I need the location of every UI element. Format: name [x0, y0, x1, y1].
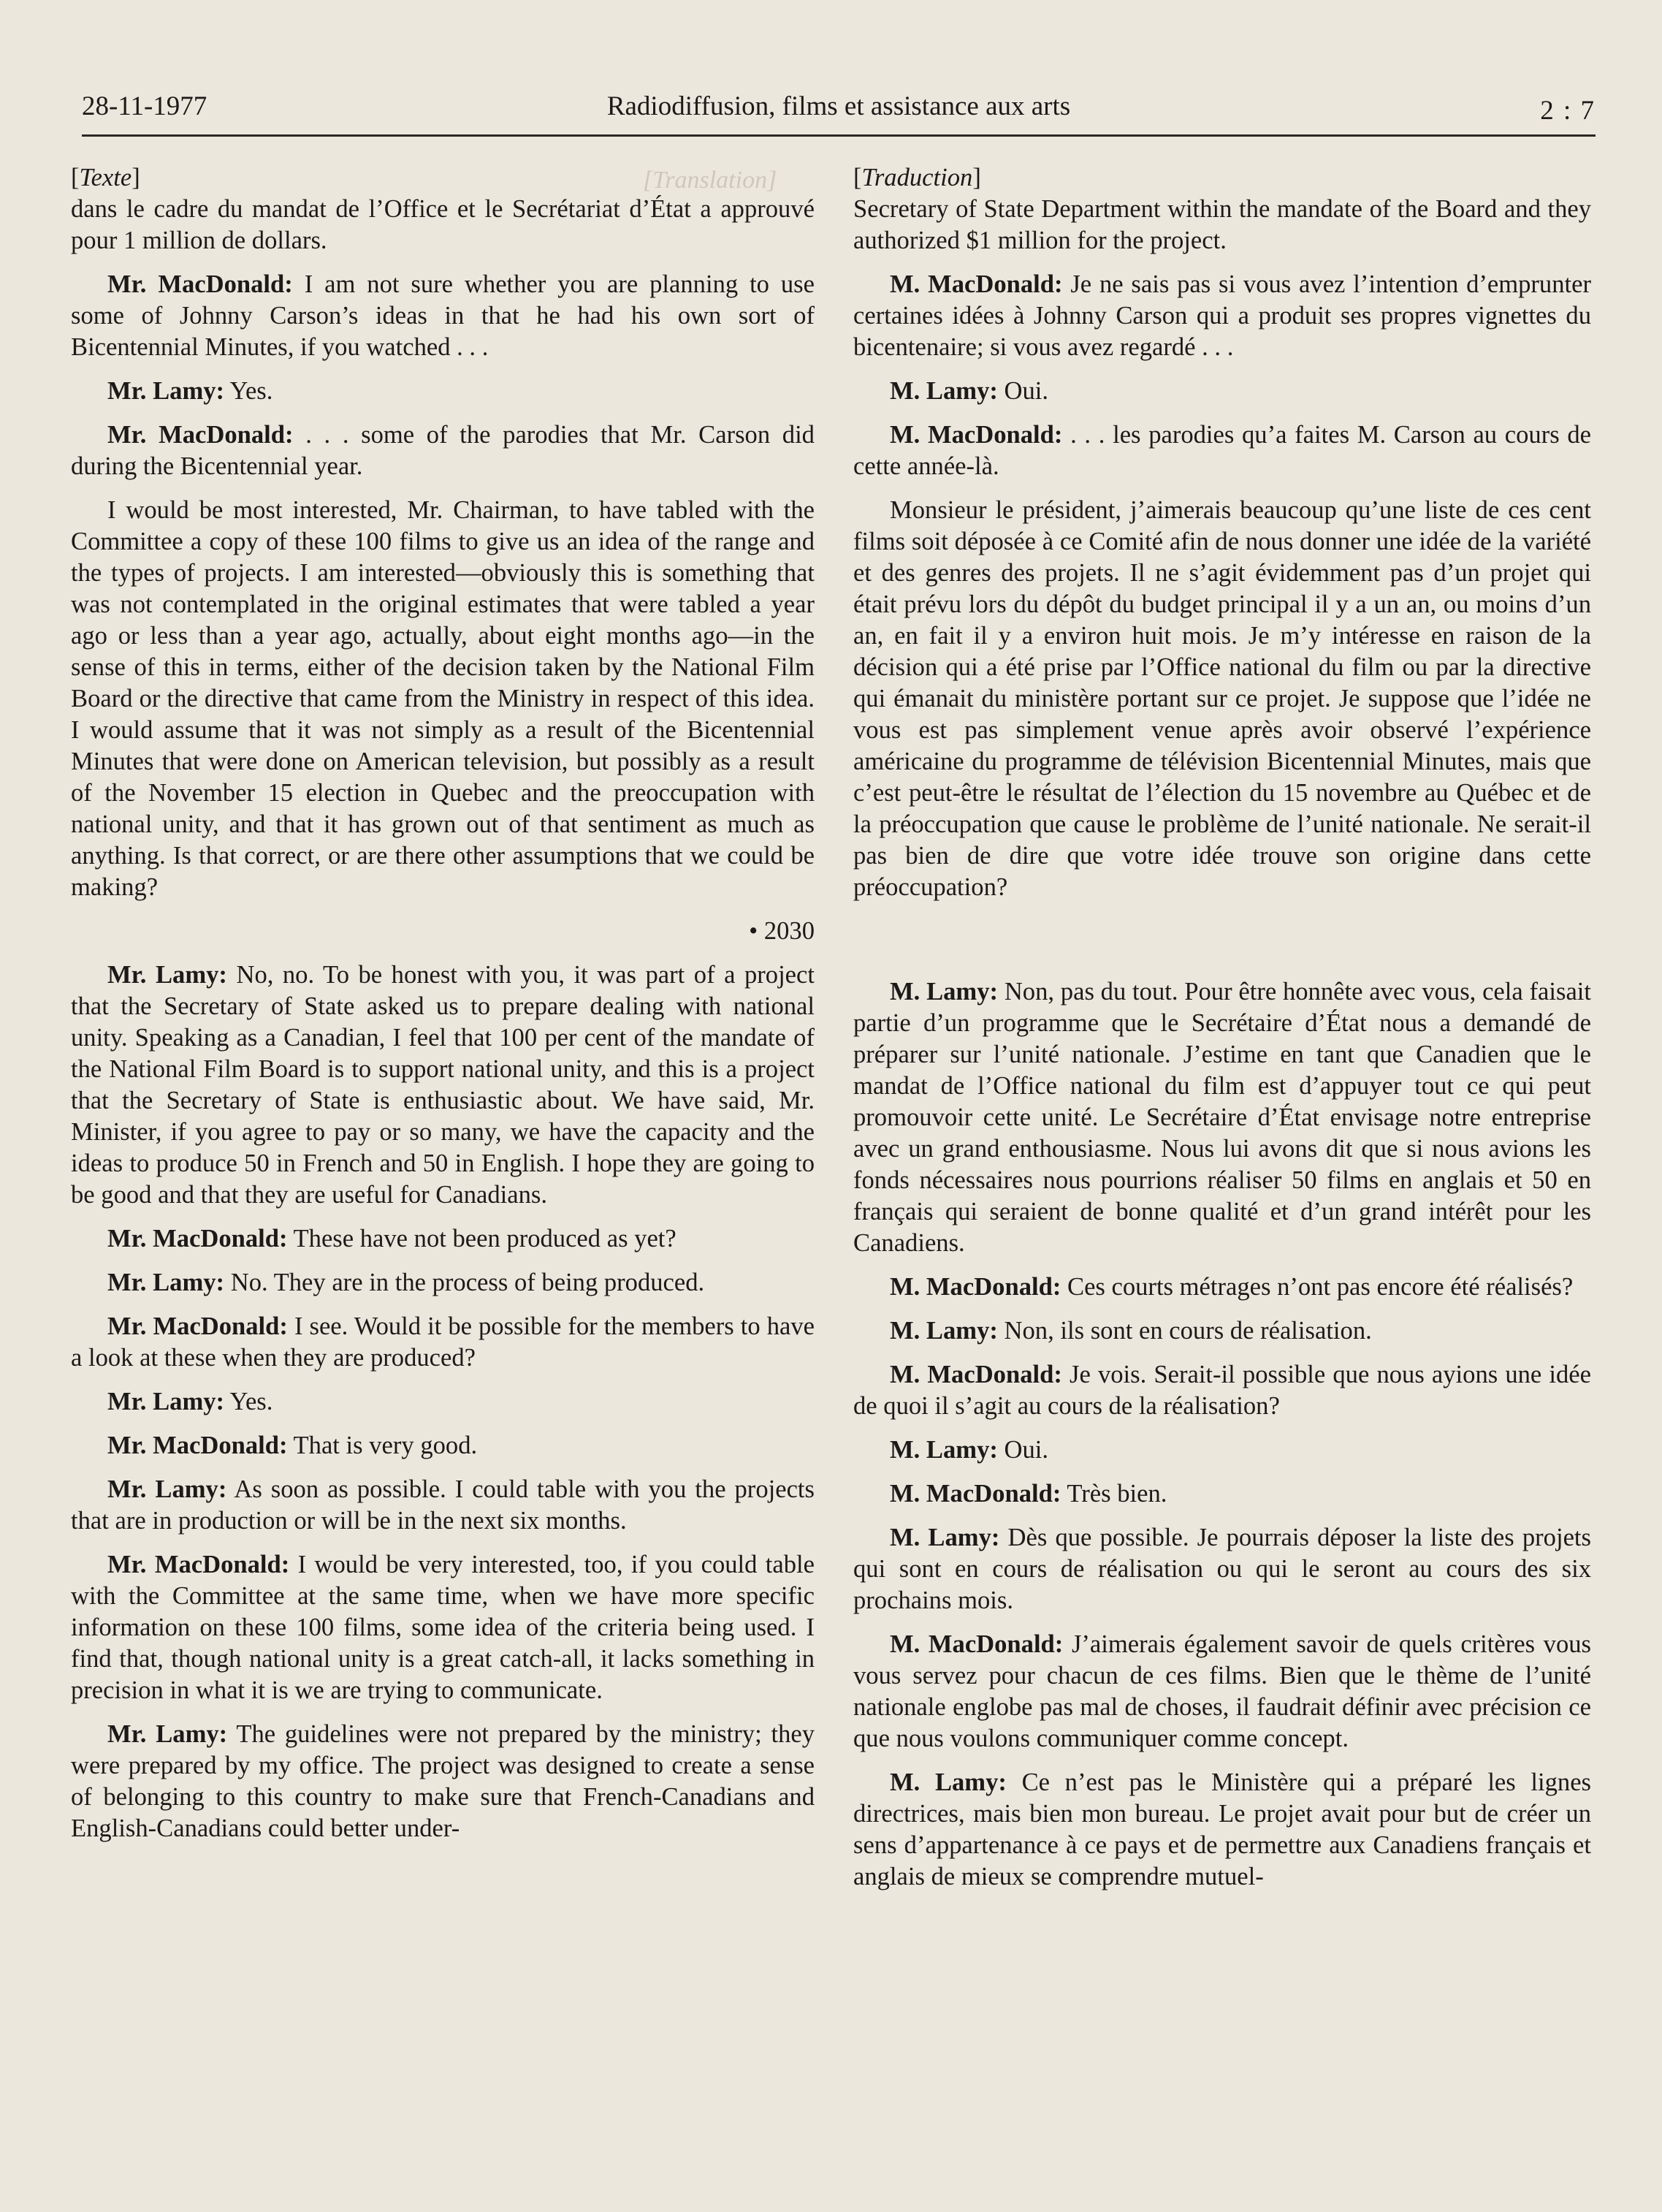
paragraph: Mr. Lamy: Yes. [107, 377, 273, 405]
speaker-name: Mr. MacDonald: [107, 1225, 288, 1253]
paragraph: Mr. MacDonald: These have not been produced as yet? [107, 1225, 676, 1253]
paragraph: Mr. Lamy: The guidelines were not prepared by the ministry; they were prepared by my office. The project was designed to create a sense of belonging to this country to make sure that French-Canadians and English-Canadians could better under- [71, 1720, 815, 1842]
speaker-name: M. MacDonald: [890, 270, 1063, 298]
paragraph: M. Lamy: Oui. [890, 1436, 1049, 1464]
left-column [71, 162, 815, 1857]
paragraph: M. Lamy: Ce n’est pas le Ministère qui a préparé les lignes directrices, mais bien mon bureau. Le projet avait pour but de créer un sens d’appartenance à ce pays et de permettre aux Canadiens français et anglais de mieux se comprendre mutuel- [853, 1768, 1591, 1890]
paragraph: M. MacDonald: . . . les parodies qu’a faites M. Carson au cours de cette année-là. [853, 421, 1591, 480]
speaker-name: Mr. MacDonald: [107, 1551, 290, 1578]
speaker-name: Mr. MacDonald: [107, 1312, 288, 1340]
paragraph: Mr. Lamy: No. They are in the process of being produced. [107, 1269, 705, 1296]
speaker-name: Mr. MacDonald: [107, 270, 293, 298]
speaker-name: Mr. Lamy: [107, 377, 225, 405]
speaker-name: M. MacDonald: [890, 421, 1063, 449]
time-marker: • 2030 [749, 917, 815, 945]
header-date: 28-11-1977 [82, 91, 207, 121]
speaker-name: Mr. Lamy: [107, 961, 227, 989]
speaker-name: M. Lamy: [890, 1524, 1000, 1551]
paragraph: Mr. MacDonald: . . . some of the parodies that Mr. Carson did during the Bicentennial year. [71, 421, 815, 480]
paragraph: Secretary of State Department within the mandate of the Board and they authorized $1 million for the project. [853, 195, 1591, 254]
speaker-name: M. Lamy: [890, 377, 998, 405]
speaker-name: M. MacDonald: [890, 1630, 1064, 1658]
paragraph: M. Lamy: Oui. [890, 377, 1049, 405]
paragraph: Mr. MacDonald: I am not sure whether you are planning to use some of Johnny Carson’s ideas in that he had his own sort of Bicentennial Minutes, if you watched . . . [71, 270, 815, 361]
paragraph: M. MacDonald: Ces courts métrages n’ont pas encore été réalisés? [890, 1273, 1574, 1301]
speaker-name: Mr. MacDonald: [107, 1432, 288, 1459]
speaker-name: M. Lamy: [890, 1436, 998, 1464]
speaker-name: M. Lamy: [890, 1768, 1007, 1796]
paragraph: Mr. MacDonald: I would be very interested, too, if you could table with the Committee at the same time, when we have more specific information on these 100 films, some idea of the criteria being used. I find that, though national unity is a great catch-all, it lacks something in precision in what it is we are trying to communicate. [71, 1551, 815, 1704]
speaker-name: Mr. Lamy: [107, 1388, 225, 1415]
paragraph: M. Lamy: Non, pas du tout. Pour être honnête avec vous, cela faisait partie d’un programme que le Secrétaire d’État nous a demandé de préparer sur l’unité nationale. J’estime en tant que Canadien que le mandat de l’Office national du film est d’appuyer tout ce qui peut promouvoir cette unité. Le Secrétaire d’État envisage notre entreprise avec un grand enthousiasme. Nous lui avons dit que si nous avions les fonds nécessaires nous pourrions réaliser 50 films en anglais et 50 en français qui seraient de bonne qualité et d’un grand intérêt pour les Canadiens. [853, 978, 1592, 1257]
paragraph: M. MacDonald: Je vois. Serait-il possible que nous ayions une idée de quoi il s’agit au cours de la réalisation? [853, 1361, 1592, 1420]
speaker-name: Mr. Lamy: [107, 1475, 227, 1503]
bleed-through-text: [Translation] [643, 167, 777, 194]
paragraph: M. MacDonald: J’aimerais également savoir de quels critères vous vous servez pour chacun de ces films. Bien que le thème de l’unité nationale englobe pas mal de choses, il faudrait définir avec précision ce que nous voulons communiquer comme concept. [853, 1630, 1591, 1752]
right-column [853, 162, 1591, 1905]
paragraph: dans le cadre du mandat de l’Office et le Secrétariat d’État a approuvé pour 1 million de dollars. [71, 195, 815, 254]
speaker-name: M. MacDonald: [890, 1273, 1061, 1301]
paragraph: Monsieur le président, j’aimerais beaucoup qu’une liste de ces cent films soit déposée à ce Comité afin de nous donner une idée de la variété et des genres des projets. Il ne s’agit évidemment pas d’un projet qui était prévu lors du dépôt du budget principal il y a un an, ou moins d’un an, en fait il y a environ huit mois. Je m’y intéresse en raison de la décision qui a été prise par l’Office national du film ou par la directive qui émanait du ministère portant sur ce projet. Je suppose que l’idée ne vous est pas simplement venue après avoir observé l’expérience américaine du programme de télévision Bicentennial Minutes, mais que c’est peut-être le résultat de l’élection du 15 novembre au Québec et de la préoccupation que cause le problème de l’unité nationale. Ne serait-il pas bien de dire que votre idée trouve son origine dans cette préoccupation? [853, 496, 1591, 901]
left-column-label: [Texte] [71, 164, 140, 191]
right-column-label: [Traduction] [853, 164, 981, 191]
paragraph: Mr. Lamy: As soon as possible. I could table with you the projects that are in production or will be in the next six months. [71, 1475, 815, 1535]
paragraph: Mr. Lamy: No, no. To be honest with you, it was part of a project that the Secretary of State asked us to prepare dealing with national unity. Speaking as a Canadian, I feel that 100 per cent of the mandate of the National Film Board is to support national unity, and this is a project that the Secretary of State is enthusiastic about. We have said, Mr. Minister, if you agree to pay or so many, we have the capacity and the ideas to produce 50 in French and 50 in English. I hope they are going to be good and that they are useful for Canadians. [71, 961, 815, 1209]
speaker-name: Mr. Lamy: [107, 1720, 228, 1748]
paragraph: Mr. Lamy: Yes. [107, 1388, 273, 1415]
speaker-name: M. Lamy: [890, 978, 999, 1006]
header-page-number: 2 : 7 [1540, 96, 1596, 126]
paragraph: M. Lamy: Non, ils sont en cours de réalisation. [890, 1317, 1372, 1345]
paragraph: M. MacDonald: Je ne sais pas si vous avez l’intention d’emprunter certaines idées à Johnny Carson qui a produit ses propres vignettes du bicentenaire; si vous avez regardé . . . [853, 270, 1591, 361]
header-title: Radiodiffusion, films et assistance aux arts [606, 91, 1071, 121]
speaker-name: M. MacDonald: [890, 1480, 1061, 1508]
paragraph: M. Lamy: Dès que possible. Je pourrais déposer la liste des projets qui sont en cours de réalisation ou qui le seront au cours des six prochains mois. [853, 1524, 1591, 1614]
paragraph: Mr. MacDonald: That is very good. [107, 1432, 478, 1459]
speaker-name: Mr. Lamy: [107, 1269, 225, 1296]
paragraph: M. MacDonald: Très bien. [890, 1480, 1167, 1508]
speaker-name: Mr. MacDonald: [107, 421, 294, 449]
page-header [82, 89, 1596, 137]
paragraph: Mr. MacDonald: I see. Would it be possible for the members to have a look at these when they are produced? [71, 1312, 815, 1372]
speaker-name: M. MacDonald: [890, 1361, 1062, 1388]
speaker-name: M. Lamy: [890, 1317, 998, 1345]
paragraph: I would be most interested, Mr. Chairman, to have tabled with the Committee a copy of these 100 films to give us an idea of the range and the types of projects. I am interested—obviously this is something that was not contemplated in the original estimates that were tabled a year ago or less than a year ago, actually, about eight months ago—in the sense of this in terms, either of the decision taken by the National Film Board or the directive that came from the Ministry in respect of this idea. I would assume that it was not simply as a result of the Bicentennial Minutes that were done on American television, but possibly as a result of the November 15 election in Quebec and the preoccupation with national unity, and that it has grown out of that sentiment as much as anything. Is that correct, or are there other assumptions that we could be making? [71, 496, 815, 901]
